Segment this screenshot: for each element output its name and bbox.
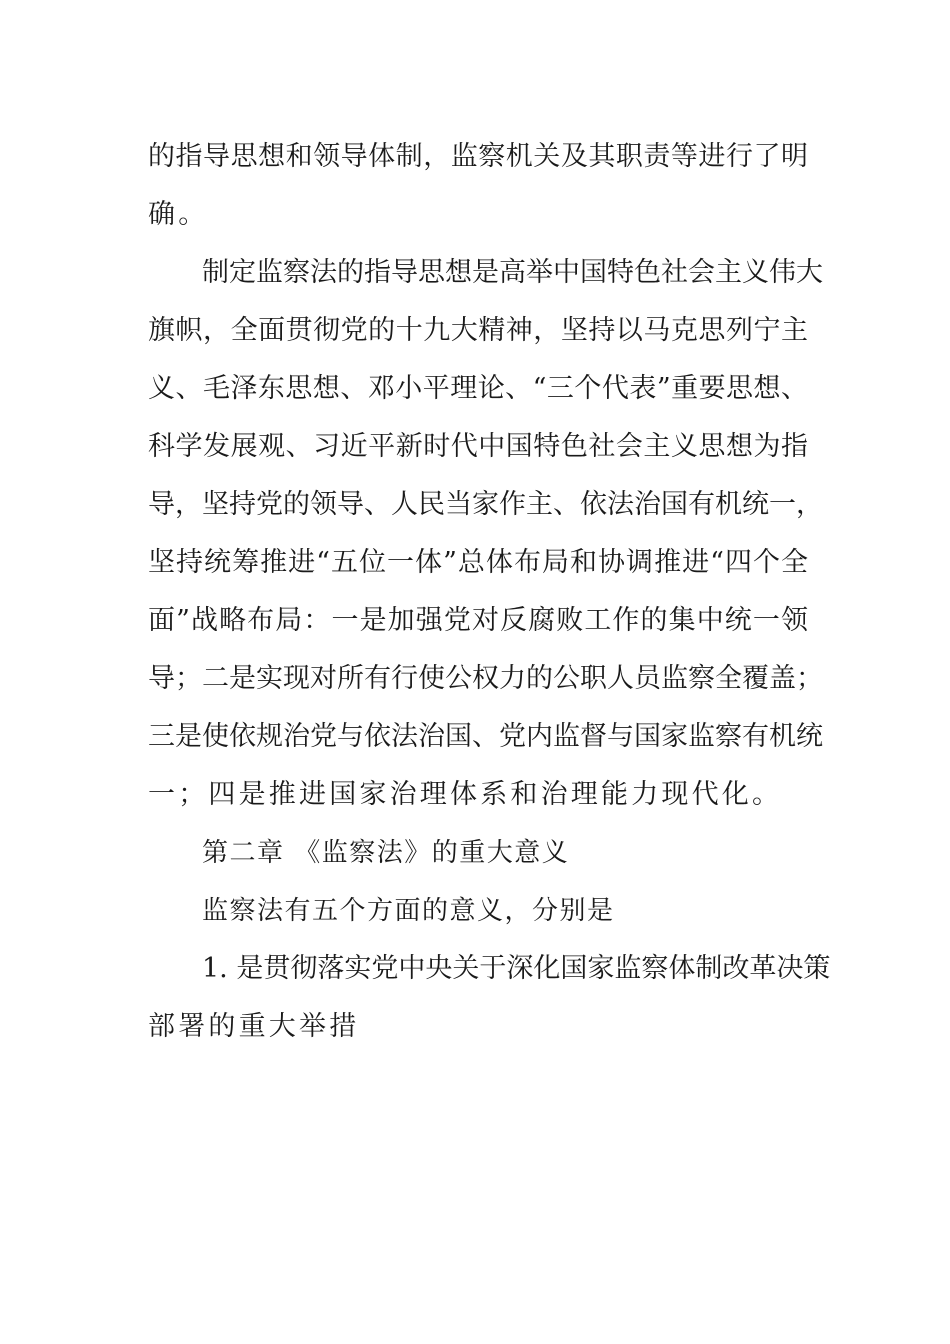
document-page [148,128,831,1056]
paragraph-line: 坚持统筹推进“五位一体”总体布局和协调推进“四个全 [148,547,808,578]
paragraph-line: 旗帜，全面贯彻党的十九大精神，坚持以马克思列宁主 [148,315,808,346]
paragraph-line: 导；二是实现对所有行使公权力的公职人员监察全覆盖； [148,663,823,694]
chapter-heading: 第二章 《监察法》的重大意义 [202,838,570,868]
list-item-line: 1. 是贯彻落实党中央关于深化国家监察体制改革决策 [202,953,831,984]
intro-line: 监察法有五个方面的意义，分别是 [202,896,615,926]
paragraph-line: 面”战略布局：一是加强党对反腐败工作的集中统一领 [148,605,808,636]
paragraph-line: 义、毛泽东思想、邓小平理论、“三个代表”重要思想、 [148,373,808,404]
paragraph-line: 制定监察法的指导思想是高举中国特色社会主义伟大 [202,257,823,288]
paragraph-line: 的指导思想和领导体制，监察机关及其职责等进行了明 [148,141,808,172]
paragraph-line: 科学发展观、习近平新时代中国特色社会主义思想为指 [148,431,808,462]
paragraph-line: 三是使依规治党与依法治国、党内监督与国家监察有机统 [148,721,823,752]
paragraph-line: 一；四是推进国家治理体系和治理能力现代化。 [148,779,783,810]
paragraph-line: 确。 [148,199,209,230]
list-item-line: 部署的重大举措 [148,1011,360,1042]
paragraph-line: 导，坚持党的领导、人民当家作主、依法治国有机统一， [148,489,823,520]
